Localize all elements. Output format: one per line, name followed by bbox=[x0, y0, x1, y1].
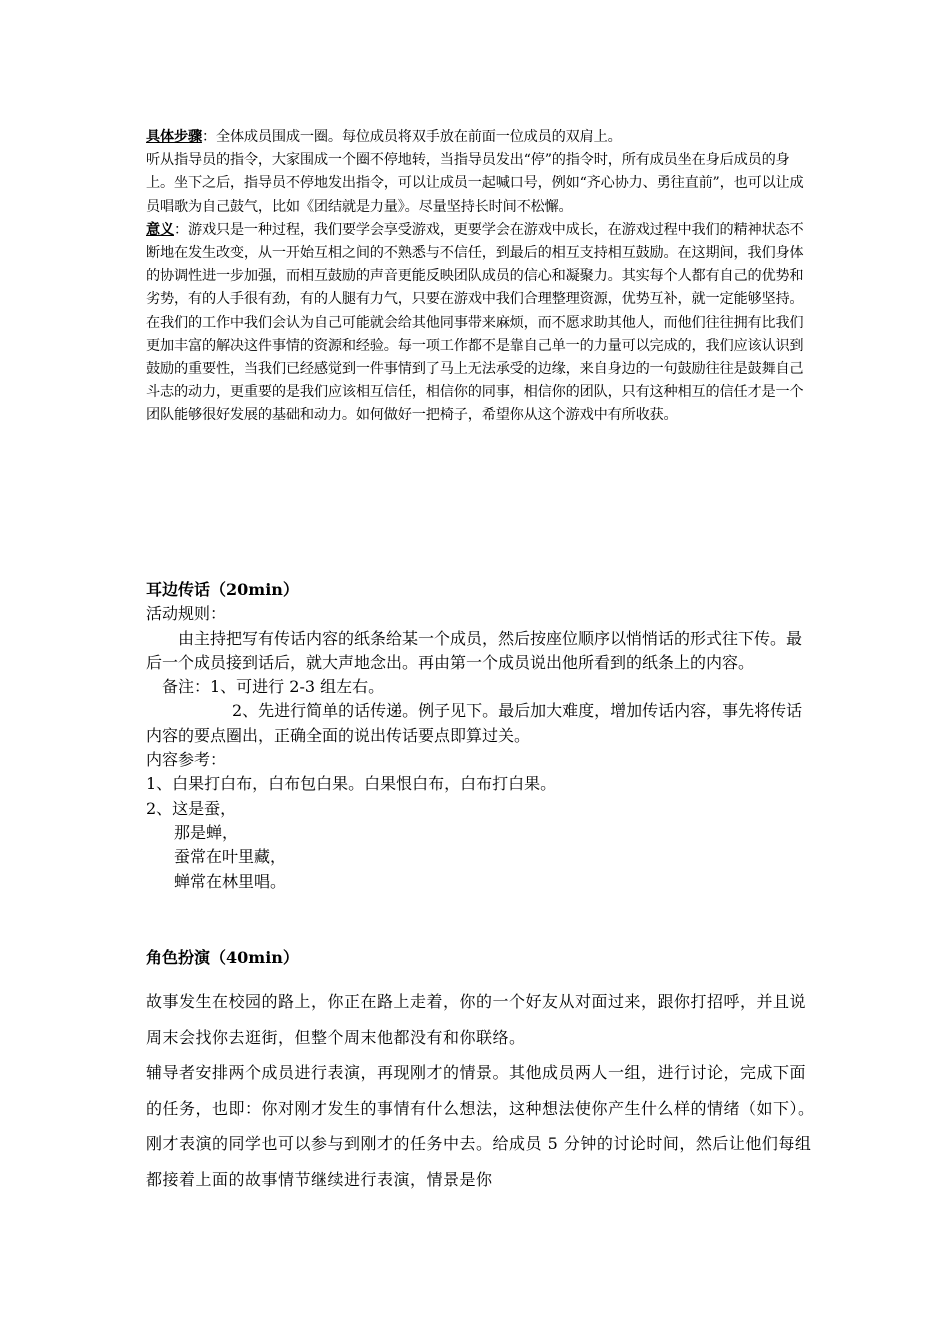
meaning-text: 游戏只是一种过程，我们要学会享受游戏，更要学会在游戏中成长，在游戏过程中我们的精神状态不断地在发生改变，从一开始互相之间的不熟悉与不信任，到最后的相互支持相互鼓励。在这期间，我们身体的协调性进一步加强，而相互鼓励的声音更能反映团队成员的信心和凝聚力。其实每个人都有自己的优势和劣势，有的人手很有劲，有的人腿有力气，只要在游戏中我们合理整理资源，优势互补，就一定能够坚持。 bbox=[146, 221, 804, 308]
steps-colon: ： bbox=[201, 129, 216, 145]
note-2: 2、先进行简单的话传递。例子见下。最后加大难度，增加传话内容，事先将传话内容的要点圈出，正确全面的说出传话要点即算过关。 bbox=[146, 701, 803, 745]
note-1: 备注：1、可进行 2-3 组左右。 bbox=[162, 677, 385, 697]
whisper-title: 耳边传话（20min） bbox=[146, 580, 299, 599]
story-paragraph: 故事发生在校园的路上，你正在路上走着，你的一个好友从对面过来，跟你打招呼，并且说周末会找你去逛街，但整个周末他都没有和你联络。 bbox=[146, 992, 807, 1047]
steps-text: 全体成员围成一圈。每位成员将双手放在前面一位成员的双肩上。 bbox=[215, 129, 622, 145]
poem-line: 蝉常在林里唱。 bbox=[174, 871, 287, 891]
section-whisper-game bbox=[146, 578, 816, 894]
poem-line: 那是蝉， bbox=[174, 822, 239, 842]
task-paragraph: 辅导者安排两个成员进行表演，再现刚才的情景。其他成员两人一组，进行讨论，完成下面的任务，也即：你对刚才发生的事情有什么想法，这种想法使你产生什么样的情绪（如下）。刚才表演的同学也可以参与到刚才的任务中去。给成员 5 分钟的讨论时间，然后让他们每组都接着上面的故事情节继续进行表演，情景是你 bbox=[146, 1063, 815, 1189]
steps-label: 具体步骤 bbox=[146, 129, 202, 145]
rules-text: 由主持把写有传话内容的纸条给某一个成员，然后按座位顺序以悄悄话的形式往下传。最后一个成员接到话后，就大声地念出。再由第一个成员说出他所看到的纸条上的内容。 bbox=[146, 628, 803, 672]
rules-label: 活动规则： bbox=[146, 604, 227, 624]
steps-paragraph bbox=[146, 126, 816, 149]
section-chair-game bbox=[146, 126, 816, 428]
reference-label: 内容参考： bbox=[146, 750, 227, 770]
reference-item-2: 2、这是蚕， bbox=[146, 798, 237, 818]
work-paragraph: 在我们的工作中我们会认为自己可能就会给其他同事带来麻烦，而不愿求助其他人，而他们往往拥有比我们更加丰富的解决这件事情的资源和经验。每一项工作都不是靠自己单一的力量可以完成的，我们应该认识到鼓励的重要性，当我们已经感觉到一件事情到了马上无法承受的边缘，来自身边的一句鼓励往往是鼓舞自己斗志的动力，更重要的是我们应该相互信任，相信你的同事，相信你的团队，只有这种相互的信任才是一个团队能够很好发展的基础和动力。如何做好一把椅子，希望你从这个游戏中有所收获。 bbox=[146, 314, 804, 424]
meaning-paragraph bbox=[146, 219, 816, 312]
section-role-play bbox=[146, 946, 816, 1197]
role-play-body bbox=[146, 984, 816, 1197]
document-page bbox=[146, 126, 816, 1189]
meaning-colon: ： bbox=[173, 221, 188, 238]
meaning-label: 意义 bbox=[146, 221, 174, 238]
poem-line: 蚕常在叶里藏， bbox=[174, 847, 287, 867]
reference-item-1: 1、白果打白布，白布包白果。白果恨白布，白布打白果。 bbox=[146, 774, 557, 794]
instruction-paragraph: 听从指导员的指令，大家围成一个圈不停地转，当指导员发出“停”的指令时，所有成员坐在身后成员的身上。坐下之后，指导员不停地发出指令，可以让成员一起喊口号，例如“齐心协力、勇往直前”，也可以让成员唱歌为自己鼓气，比如《团结就是力量》。尽量坚持长时间不松懈。 bbox=[146, 152, 804, 215]
role-play-title: 角色扮演（40min） bbox=[146, 948, 299, 967]
